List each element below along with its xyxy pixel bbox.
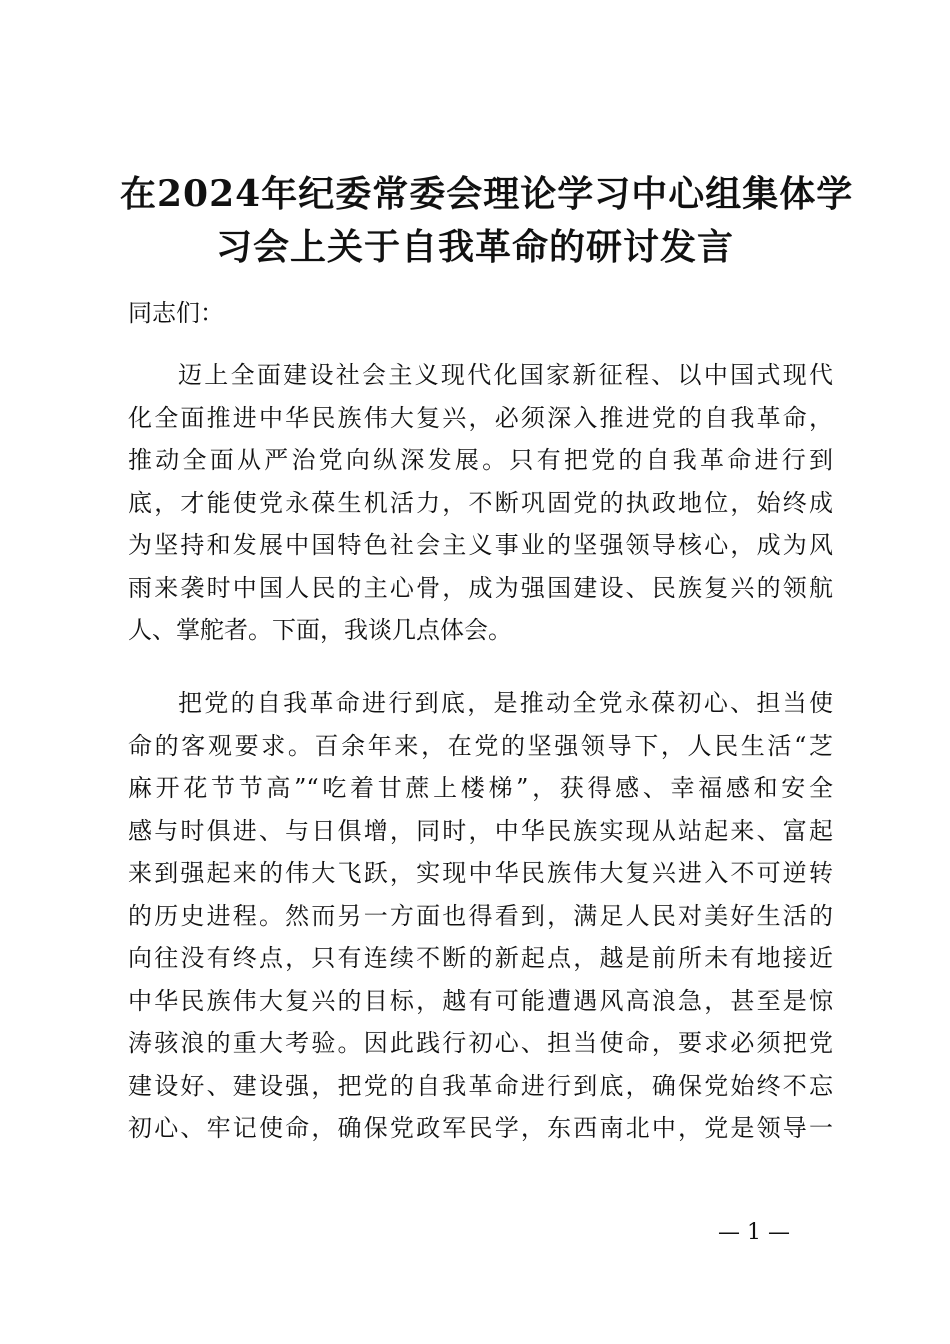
page-number: — 1 — [718, 1220, 790, 1245]
paragraph-line: 迈上全面建设社会主义现代化国家新征程、以中国式现代 [178, 361, 833, 389]
paragraph-line: 命的客观要求。百余年来，在党的坚强领导下，人民生活“芝 [128, 731, 833, 760]
paragraph-line: 的历史进程。然而另一方面也得看到，满足人民对美好生活的 [128, 901, 833, 930]
body-paragraph-2 [128, 682, 833, 1150]
paragraph-line: 为坚持和发展中国特色社会主义事业的坚强领导核心，成为风 [128, 531, 833, 559]
paragraph-line: 初心、牢记使命，确保党政军民学，东西南北中，党是领导一 [128, 1114, 833, 1142]
paragraph-line: 建设好、建设强，把党的自我革命进行到底，确保党始终不忘 [128, 1071, 833, 1100]
paragraph-line: 底，才能使党永葆生机活力，不断巩固党的执政地位，始终成 [128, 488, 833, 517]
paragraph-line: 感与时俱进、与日俱增，同时，中华民族实现从站起来、富起 [128, 816, 833, 845]
title-line-2: 习会上关于自我革命的研讨发言 [215, 226, 734, 268]
document-title [120, 168, 854, 274]
paragraph-line: 推动全面从严治党向纵深发展。只有把党的自我革命进行到 [128, 446, 833, 474]
paragraph-line: 人、掌舵者。下面，我谈几点体会。 [128, 616, 512, 644]
paragraph-line: 雨来袭时中国人民的主心骨，成为强国建设、民族复兴的领航 [128, 573, 833, 602]
paragraph-line: 向往没有终点，只有连续不断的新起点，越是前所未有地接近 [128, 944, 833, 972]
paragraph-line: 麻开花节节高”“吃着甘蔗上楼梯”，获得感、幸福感和安全 [128, 774, 833, 802]
paragraph-line: 中华民族伟大复兴的目标，越有可能遭遇风高浪急，甚至是惊 [128, 986, 833, 1015]
body-paragraph-1 [128, 354, 833, 652]
paragraph-line: 来到强起来的伟大飞跃，实现中华民族伟大复兴进入不可逆转 [128, 859, 833, 887]
paragraph-line: 化全面推进中华民族伟大复兴，必须深入推进党的自我革命， [128, 403, 833, 432]
salutation: 同志们： [128, 299, 224, 327]
title-line-1: 在2024年纪委常委会理论学习中心组集体学 [120, 173, 854, 215]
paragraph-line: 把党的自我革命进行到底，是推动全党永葆初心、担当使 [178, 689, 833, 717]
paragraph-line: 涛骇浪的重大考验。因此践行初心、担当使命，要求必须把党 [128, 1029, 833, 1057]
